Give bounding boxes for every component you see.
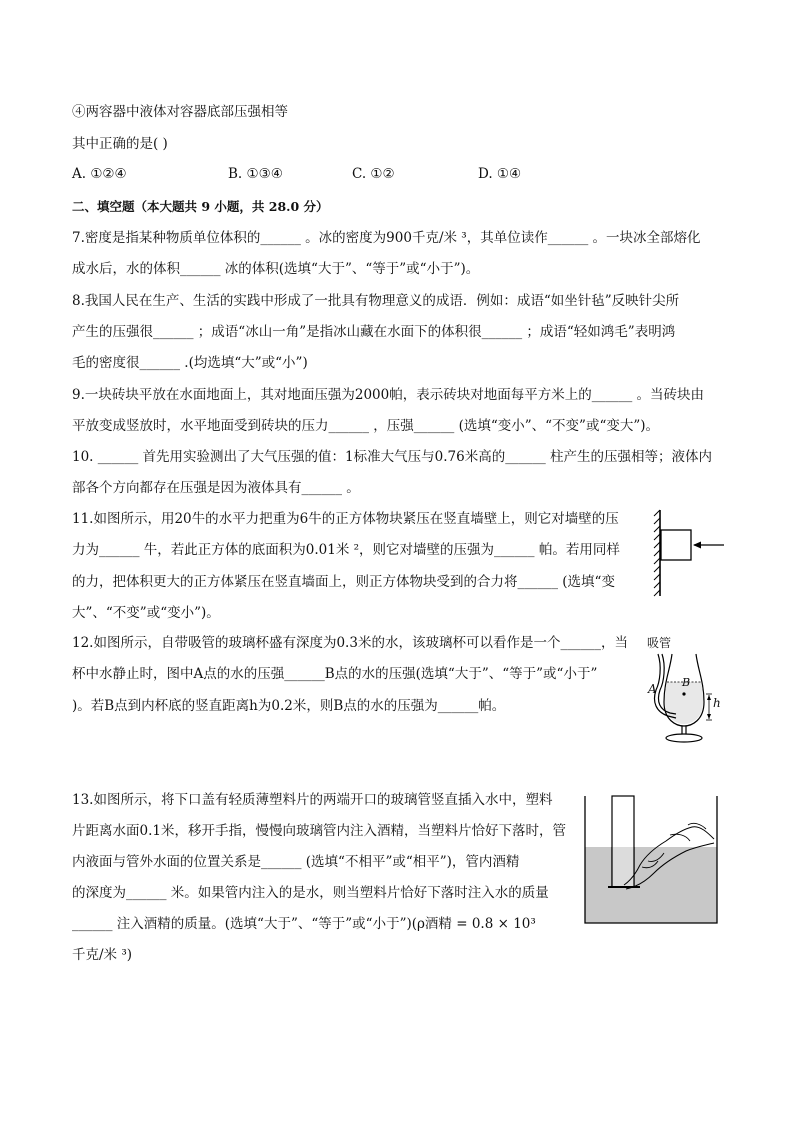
label-a: A xyxy=(648,682,657,696)
q11-figure xyxy=(652,508,728,604)
q6-prompt: 其中正确的是( ) xyxy=(72,136,168,152)
q10-line1: 10. ______ 首先用实验测出了大气压强的值：1标准大气压与0.76米高的______ 柱产生的压强相等；液体内 xyxy=(72,449,712,465)
q6-option-c: C. ①② xyxy=(352,166,395,182)
q6-option-a: A. ①②④ xyxy=(72,166,127,182)
q9-line2: 平放变成竖放时，水平地面受到砖块的压力______ ，压强______ (选填“变小”、“不变”或“变大”)。 xyxy=(72,418,660,434)
straw-label: 吸管 xyxy=(647,636,672,650)
q13-line5: ______ 注入酒精的质量。(选填“大于”、“等于”或“小于”)(ρ酒精 = 0.8 × 10³ xyxy=(72,916,536,932)
q11-line2: 力为______ 牛，若此正方体的底面积为0.01米 ²，则它对墙壁的压强为______ 帕。若用同样 xyxy=(72,542,620,558)
q13-line3: 内液面与管外水面的位置关系是______ (选填“不相平”或“相平”)，管内酒精 xyxy=(72,854,520,870)
q7-line1: 7.密度是指某种物质单位体积的______ 。冰的密度为900千克/米 ³，其单位读作______ 。一块冰全部熔化 xyxy=(72,230,701,246)
q12-line2: 杯中水静止时，图中A点的水的压强______B点的水的压强(选填“大于”、“等于”或“小于” xyxy=(72,666,598,682)
q6-option-b: B. ①③④ xyxy=(228,166,283,182)
q6-item4: ④两容器中液体对容器底部压强相等 xyxy=(72,104,288,120)
q11-line3: 的力，把体积更大的正方体紧压在竖直墙面上，则正方体物块受到的合力将______ (选填“变 xyxy=(72,574,615,590)
q13-line1: 13.如图所示，将下口盖有轻质薄塑料片的两端开口的玻璃管竖直插入水中，塑料 xyxy=(72,792,553,808)
q11-line4: 大”、“不变”或“变小”)。 xyxy=(72,605,220,621)
q8-line3: 毛的密度很______ .(均选填“大”或“小”) xyxy=(72,355,308,371)
q13-line6: 千克/米 ³) xyxy=(72,947,133,963)
q9-line1: 9.一块砖块平放在水面地面上，其对地面压强为2000帕，表示砖块对地面每平方米上的______ 。当砖块由 xyxy=(72,387,705,403)
q13-line4: 的深度为______ 米。如果管内注入的是水，则当塑料片恰好下落时注入水的质量 xyxy=(72,885,549,901)
q8-line1: 8.我国人民在生产、生活的实践中形成了一批具有物理意义的成语．例如：成语“如坐针毡”反映针尖所 xyxy=(72,293,680,309)
q13-figure xyxy=(584,795,724,929)
q10-line2: 部各个方向都存在压强是因为液体具有______ 。 xyxy=(72,480,360,496)
label-h: h xyxy=(713,696,721,710)
q8-line2: 产生的压强很______ ；成语“冰山一角”是指冰山藏在水面下的体积很______ ；成语“轻如鸿毛”表明鸿 xyxy=(72,324,676,340)
section-heading: 二、填空题（本大题共 9 小题，共 28.0 分） xyxy=(72,199,329,214)
q13-line2: 片距离水面0.1米，移开手指，慢慢向玻璃管内注入酒精，当塑料片恰好下落时，管 xyxy=(72,823,566,839)
q12-line3: )。若B点到内杯底的竖直距离h为0.2米，则B点的水的压强为______帕。 xyxy=(72,698,506,714)
q12-line1: 12.如图所示，自带吸管的玻璃杯盛有深度为0.3米的水，该玻璃杯可以看作是一个______，当 xyxy=(72,635,628,651)
label-b: B xyxy=(682,676,691,689)
q6-option-d: D. ①④ xyxy=(478,166,522,182)
q11-line1: 11.如图所示，用20牛的水平力把重为6牛的正方体物块紧压在竖直墙壁上，则它对墙壁的压 xyxy=(72,511,619,527)
q7-line2: 成水后，水的体积______ 冰的体积(选填“大于”、“等于”或“小于”)。 xyxy=(72,261,480,277)
q12-figure xyxy=(642,632,728,752)
